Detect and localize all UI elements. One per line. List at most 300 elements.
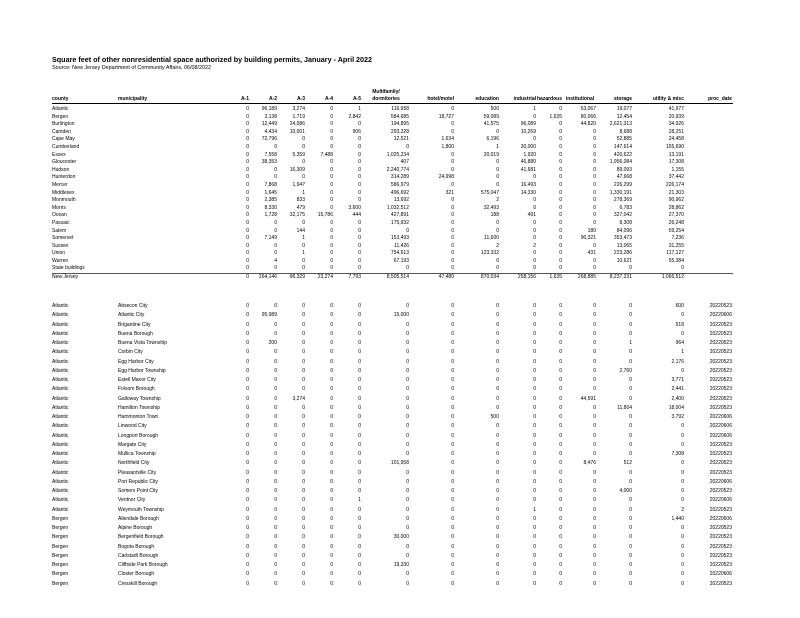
table-cell: 0 (629, 451, 632, 457)
table-cell: Mullica Township (118, 451, 156, 457)
table-cell: 0 (451, 552, 454, 559)
table-cell: 20220523 (709, 525, 732, 531)
empty-cell (685, 212, 733, 220)
table-cell: 20220606 (709, 571, 732, 578)
table-cell: 0 (451, 367, 454, 374)
county-row (52, 258, 733, 266)
table-cell (118, 235, 238, 243)
table-cell: 0 (274, 423, 277, 430)
table-cell: 0 (533, 330, 536, 337)
table-cell: Bogota Borough (118, 543, 155, 550)
table-cell: 0 (330, 143, 333, 150)
table-cell: 8,330 (264, 204, 277, 211)
header-education: education (455, 96, 500, 104)
table-cell: 0 (593, 441, 596, 448)
table-cell: Hammonton Town (118, 414, 159, 420)
table-cell: 0 (406, 432, 409, 439)
table-cell: 0 (330, 562, 333, 568)
table-cell: 0 (496, 166, 499, 173)
table-cell: 0 (274, 242, 277, 249)
header-a1: A-1 (238, 96, 250, 104)
table-cell: 0 (559, 250, 562, 257)
table-cell: 0 (330, 543, 333, 550)
table-cell: 34,926 (668, 121, 684, 128)
table-cell: 0 (246, 349, 249, 356)
table-cell: Atlantic (52, 330, 69, 337)
table-cell: 20,019 (483, 151, 499, 158)
table-cell: 0 (274, 227, 277, 234)
table-cell: 0 (406, 330, 409, 337)
table-cell (118, 106, 238, 114)
table-cell: 0 (629, 377, 632, 383)
table-cell: 0 (246, 212, 249, 219)
empty-cell (685, 152, 733, 160)
table-cell: 0 (274, 580, 277, 587)
table-cell: 20220523 (709, 349, 732, 356)
table-cell: 0 (496, 395, 499, 402)
table-cell: 0 (451, 571, 454, 578)
table-cell: 1 (358, 106, 361, 112)
table-cell: 0 (533, 552, 536, 559)
table-cell: 20220523 (709, 460, 732, 467)
table-cell: 0 (246, 451, 249, 457)
table-cell: 0 (246, 265, 249, 272)
table-cell: Atlantic (52, 377, 69, 383)
table-cell: 0 (496, 340, 499, 346)
table-cell: 31,255 (668, 242, 684, 249)
table-cell: 518 (675, 321, 684, 328)
table-cell: 0 (302, 469, 305, 476)
table-cell: 0 (274, 414, 277, 420)
municipality-row (52, 302, 733, 311)
table-cell: 0 (593, 212, 596, 219)
empty-cell (685, 265, 733, 273)
table-cell: 0 (302, 349, 305, 356)
table-cell: 870,034 (455, 274, 500, 282)
empty-cell (685, 190, 733, 198)
table-cell: 0 (533, 227, 536, 234)
table-cell: 1,728 (264, 212, 277, 219)
table-cell: 0 (533, 386, 536, 393)
table-cell: 0 (274, 349, 277, 356)
table-cell: 0 (302, 432, 305, 439)
table-cell: 0 (406, 404, 409, 411)
table-cell: Ventnor City (118, 497, 146, 504)
table-cell: 0 (358, 404, 361, 411)
table-cell: 1,719 (292, 113, 305, 120)
table-cell: 0 (330, 250, 333, 257)
empty-cell (685, 228, 733, 236)
table-cell: 0 (246, 257, 249, 264)
table-cell: 0 (593, 128, 596, 135)
table-cell: 0 (406, 451, 409, 457)
table-cell: Longport Borough (118, 432, 159, 439)
table-cell: 0 (533, 257, 536, 264)
table-cell: 0 (451, 181, 454, 188)
table-cell: 0 (238, 274, 250, 282)
header-institutional: institutional (563, 96, 597, 104)
table-cell: 0 (629, 432, 632, 439)
table-cell: 59,089 (483, 113, 499, 120)
table-cell: 0 (451, 151, 454, 158)
table-cell: 0 (330, 386, 333, 393)
table-cell: 41,977 (668, 106, 684, 112)
table-cell: 0 (358, 506, 361, 513)
table-cell: 0 (451, 377, 454, 383)
municipality-row (52, 533, 733, 542)
table-cell: Sussex (52, 242, 69, 249)
table-cell: 0 (274, 219, 277, 226)
table-cell: 0 (496, 321, 499, 328)
table-cell: 0 (629, 303, 632, 309)
table-cell: 0 (246, 121, 249, 128)
table-cell: 0 (451, 414, 454, 420)
table-cell: 0 (274, 250, 277, 257)
table-cell: 0 (302, 580, 305, 587)
table-cell: 0 (358, 250, 361, 257)
table-cell: 0 (330, 414, 333, 420)
table-cell: 0 (559, 166, 562, 173)
table-cell: 0 (358, 469, 361, 476)
table-cell: 0 (330, 257, 333, 264)
empty-cell (685, 205, 733, 213)
table-cell: 0 (330, 423, 333, 430)
table-cell: 0 (533, 377, 536, 383)
table-cell: 0 (358, 367, 361, 374)
table-cell: 0 (559, 235, 562, 242)
table-cell: 0 (246, 166, 249, 173)
table-cell: 44,820 (580, 121, 596, 128)
table-cell: 0 (533, 136, 536, 143)
table-cell: State buildings (52, 265, 85, 272)
table-cell: Monmouth (52, 197, 76, 204)
table-cell: 41,681 (520, 166, 536, 173)
table-cell: 0 (246, 395, 249, 402)
table-cell: 0 (533, 469, 536, 476)
table-cell: Mercer (52, 181, 68, 188)
table-cell: 14,330 (520, 189, 536, 196)
table-cell: 0 (302, 515, 305, 522)
table-cell: 0 (358, 303, 361, 309)
table-cell: 0 (559, 189, 562, 196)
table-cell: Galloway Township (118, 395, 161, 402)
table-cell: 0 (533, 113, 536, 120)
table-cell: 2,441 (671, 386, 684, 393)
table-cell: 0 (496, 497, 499, 504)
table-cell: 0 (496, 515, 499, 522)
table-cell: Middlesex (52, 189, 75, 196)
table-cell: Burlington (52, 121, 75, 128)
table-cell: Egg Harbor Township (118, 367, 166, 374)
table-cell: 0 (246, 340, 249, 346)
table-cell: 0 (358, 414, 361, 420)
table-cell: 0 (330, 404, 333, 411)
table-cell: 0 (302, 219, 305, 226)
table-cell: 0 (406, 349, 409, 356)
table-cell: 0 (533, 515, 536, 522)
county-summary-table (52, 106, 733, 282)
table-cell: Atlantic (52, 358, 69, 365)
table-cell: 0 (559, 106, 562, 112)
table-cell: 0 (358, 386, 361, 393)
table-cell: 0 (559, 506, 562, 513)
table-cell: 0 (302, 451, 305, 457)
table-cell: 0 (246, 543, 249, 550)
table-cell: 0 (559, 562, 562, 568)
table-cell: 20220523 (709, 451, 732, 457)
table-cell: 0 (559, 395, 562, 402)
table-cell: 0 (274, 432, 277, 439)
header-multifamily: Multifamily/ (372, 89, 400, 95)
table-cell: 10,269 (520, 128, 536, 135)
table-cell: Atlantic (52, 497, 69, 504)
table-cell (118, 114, 238, 122)
table-cell: 0 (274, 562, 277, 568)
table-cell: 20220606 (709, 312, 732, 319)
county-row (52, 205, 733, 213)
table-cell: 0 (358, 552, 361, 559)
municipality-row (52, 367, 733, 376)
table-cell: 15,000 (393, 312, 409, 319)
table-cell: 0 (496, 571, 499, 578)
table-cell: 0 (533, 414, 536, 420)
table-cell: 0 (559, 488, 562, 494)
table-cell: 0 (246, 189, 249, 196)
table-cell: 0 (358, 181, 361, 188)
table-cell: 0 (330, 197, 333, 204)
table-cell: 0 (406, 321, 409, 328)
table-cell: 23,274 (306, 274, 334, 282)
table-cell: 0 (451, 321, 454, 328)
table-cell: 20220523 (709, 358, 732, 365)
county-row (52, 265, 733, 273)
table-cell: 0 (246, 321, 249, 328)
table-cell: 0 (330, 189, 333, 196)
table-cell: Bergen (52, 113, 69, 120)
table-cell: 0 (406, 515, 409, 522)
table-cell: 0 (358, 235, 361, 242)
table-cell: 0 (406, 414, 409, 420)
table-cell: 0 (274, 460, 277, 467)
table-cell: 0 (496, 404, 499, 411)
table-cell: 0 (330, 580, 333, 587)
municipality-row (52, 422, 733, 431)
table-cell: 153,493 (390, 235, 409, 242)
table-cell: 0 (496, 580, 499, 587)
table-cell: 20220523 (709, 543, 732, 550)
empty-cell (685, 106, 733, 114)
county-row (52, 197, 733, 205)
table-cell: 0 (302, 478, 305, 485)
table-cell: 123,332 (480, 250, 499, 257)
municipality-row (52, 506, 733, 515)
table-cell: 0 (274, 166, 277, 173)
table-cell: 180 (587, 227, 596, 234)
table-cell: 0 (533, 349, 536, 356)
table-cell: Hunterdon (52, 174, 76, 181)
table-cell: Buena Vista Township (118, 340, 168, 346)
municipality-row (52, 385, 733, 394)
table-cell: 0 (533, 367, 536, 374)
table-cell: Salem (52, 227, 67, 234)
table-cell: 0 (274, 367, 277, 374)
table-cell: 1,956,084 (609, 159, 632, 166)
table-cell: 0 (330, 432, 333, 439)
header-municipality: municipality (118, 96, 238, 104)
table-cell: 0 (246, 227, 249, 234)
table-cell: 0 (274, 506, 277, 513)
table-cell: 0 (629, 395, 632, 402)
table-cell: 16,493 (520, 181, 536, 188)
table-cell: 0 (533, 321, 536, 328)
table-cell: 0 (246, 128, 249, 135)
table-cell: 0 (559, 204, 562, 211)
table-cell: 0 (559, 143, 562, 150)
table-cell: 0 (330, 181, 333, 188)
table-cell: Northfield City (118, 460, 150, 467)
table-cell: 0 (302, 543, 305, 550)
table-cell: 0 (559, 534, 562, 541)
table-cell: 0 (593, 136, 596, 143)
table-cell: 0 (274, 469, 277, 476)
table-cell: 0 (406, 497, 409, 504)
table-cell: 3,792 (671, 414, 684, 420)
table-cell: 0 (330, 136, 333, 143)
table-cell: 20220523 (709, 506, 732, 513)
table-cell: 10,621 (616, 257, 632, 264)
table-cell: 0 (593, 189, 596, 196)
table-cell: 0 (246, 414, 249, 420)
table-cell: 0 (559, 515, 562, 522)
table-cell: 0 (358, 571, 361, 578)
table-cell: 90,321 (580, 235, 596, 242)
table-cell: Bergen (52, 515, 69, 522)
table-cell: 0 (533, 543, 536, 550)
table-cell: 0 (681, 571, 684, 578)
table-cell: 0 (593, 349, 596, 356)
table-cell: 0 (451, 257, 454, 264)
table-cell: 0 (629, 423, 632, 430)
table-cell: 0 (330, 159, 333, 166)
table-cell: 0 (358, 265, 361, 272)
table-cell: 0 (406, 441, 409, 448)
table-cell: 3,274 (292, 395, 305, 402)
empty-cell (685, 159, 733, 167)
table-cell: Carlstadt Borough (118, 552, 159, 559)
table-cell: 24,998 (438, 174, 454, 181)
table-cell: Pleasantville City (118, 469, 157, 476)
table-cell: 0 (496, 128, 499, 135)
table-cell: 427,891 (390, 212, 409, 219)
table-cell: 600 (675, 303, 684, 309)
table-cell: 0 (358, 478, 361, 485)
table-cell: Atlantic (52, 451, 69, 457)
table-cell: 44,591 (580, 395, 596, 402)
table-cell: 0 (533, 358, 536, 365)
table-cell: Hudson (52, 166, 70, 173)
table-cell: 500 (490, 106, 499, 112)
table-cell: 1,920 (523, 151, 536, 158)
table-cell: 0 (358, 330, 361, 337)
table-cell: 0 (330, 303, 333, 309)
table-cell: 7,868 (264, 181, 277, 188)
municipality-table (52, 302, 733, 589)
table-cell: 1,645 (264, 189, 277, 196)
table-cell: 0 (358, 423, 361, 430)
table-cell: 89,093 (616, 166, 632, 173)
table-cell: 0 (330, 312, 333, 319)
table-cell: 1,025,234 (386, 151, 409, 158)
table-cell: 353,473 (613, 235, 632, 242)
table-cell: Bergen (52, 571, 69, 578)
table-cell: 0 (246, 441, 249, 448)
table-cell: 0 (681, 543, 684, 550)
table-cell: 0 (559, 432, 562, 439)
table-cell: 20,939 (668, 113, 684, 120)
table-cell: 0 (629, 321, 632, 328)
empty-cell (685, 174, 733, 182)
table-cell (118, 265, 238, 273)
table-cell: 155,690 (665, 143, 684, 150)
table-cell: 0 (533, 441, 536, 448)
empty-cell (685, 167, 733, 175)
table-cell: 0 (246, 143, 249, 150)
table-cell: 1 (302, 235, 305, 242)
table-cell: 0 (406, 469, 409, 476)
table-cell: 0 (593, 423, 596, 430)
table-cell: 327,042 (613, 212, 632, 219)
table-cell: 0 (274, 377, 277, 383)
table-cell: Atlantic (52, 432, 69, 439)
table-cell: 0 (629, 506, 632, 513)
table-cell: 0 (496, 441, 499, 448)
table-cell: 0 (358, 488, 361, 494)
table-cell: 0 (406, 543, 409, 550)
table-cell: 0 (593, 451, 596, 457)
table-cell: 0 (246, 113, 249, 120)
table-cell: Atlantic (52, 423, 69, 430)
table-cell: 0 (496, 358, 499, 365)
table-cell: 0 (681, 552, 684, 559)
table-cell: 6,196 (486, 136, 499, 143)
table-cell: Atlantic (52, 303, 69, 309)
table-cell: Allendale Borough (118, 515, 159, 522)
table-cell: 3,600 (348, 204, 361, 211)
table-cell: 96,329 (278, 274, 306, 282)
county-row (52, 159, 733, 167)
table-cell: 0 (406, 571, 409, 578)
table-cell: 0 (496, 367, 499, 374)
table-cell: 0 (451, 460, 454, 467)
table-cell: 0 (274, 395, 277, 402)
table-cell: 7,308 (671, 451, 684, 457)
table-cell: 0 (330, 571, 333, 578)
table-cell: 0 (302, 423, 305, 430)
table-cell: Cumberland (52, 143, 80, 150)
table-cell: 0 (330, 121, 333, 128)
table-cell: 0 (496, 506, 499, 513)
table-cell: 0 (593, 303, 596, 309)
table-cell: 0 (533, 204, 536, 211)
table-cell: 41,575 (483, 121, 499, 128)
table-cell: Atlantic (52, 506, 69, 513)
table-cell: 0 (681, 580, 684, 587)
table-cell (118, 212, 238, 220)
table-cell: 278,369 (613, 197, 632, 204)
municipality-row (52, 524, 733, 533)
table-cell: 407 (400, 159, 409, 166)
table-cell: 0 (593, 515, 596, 522)
